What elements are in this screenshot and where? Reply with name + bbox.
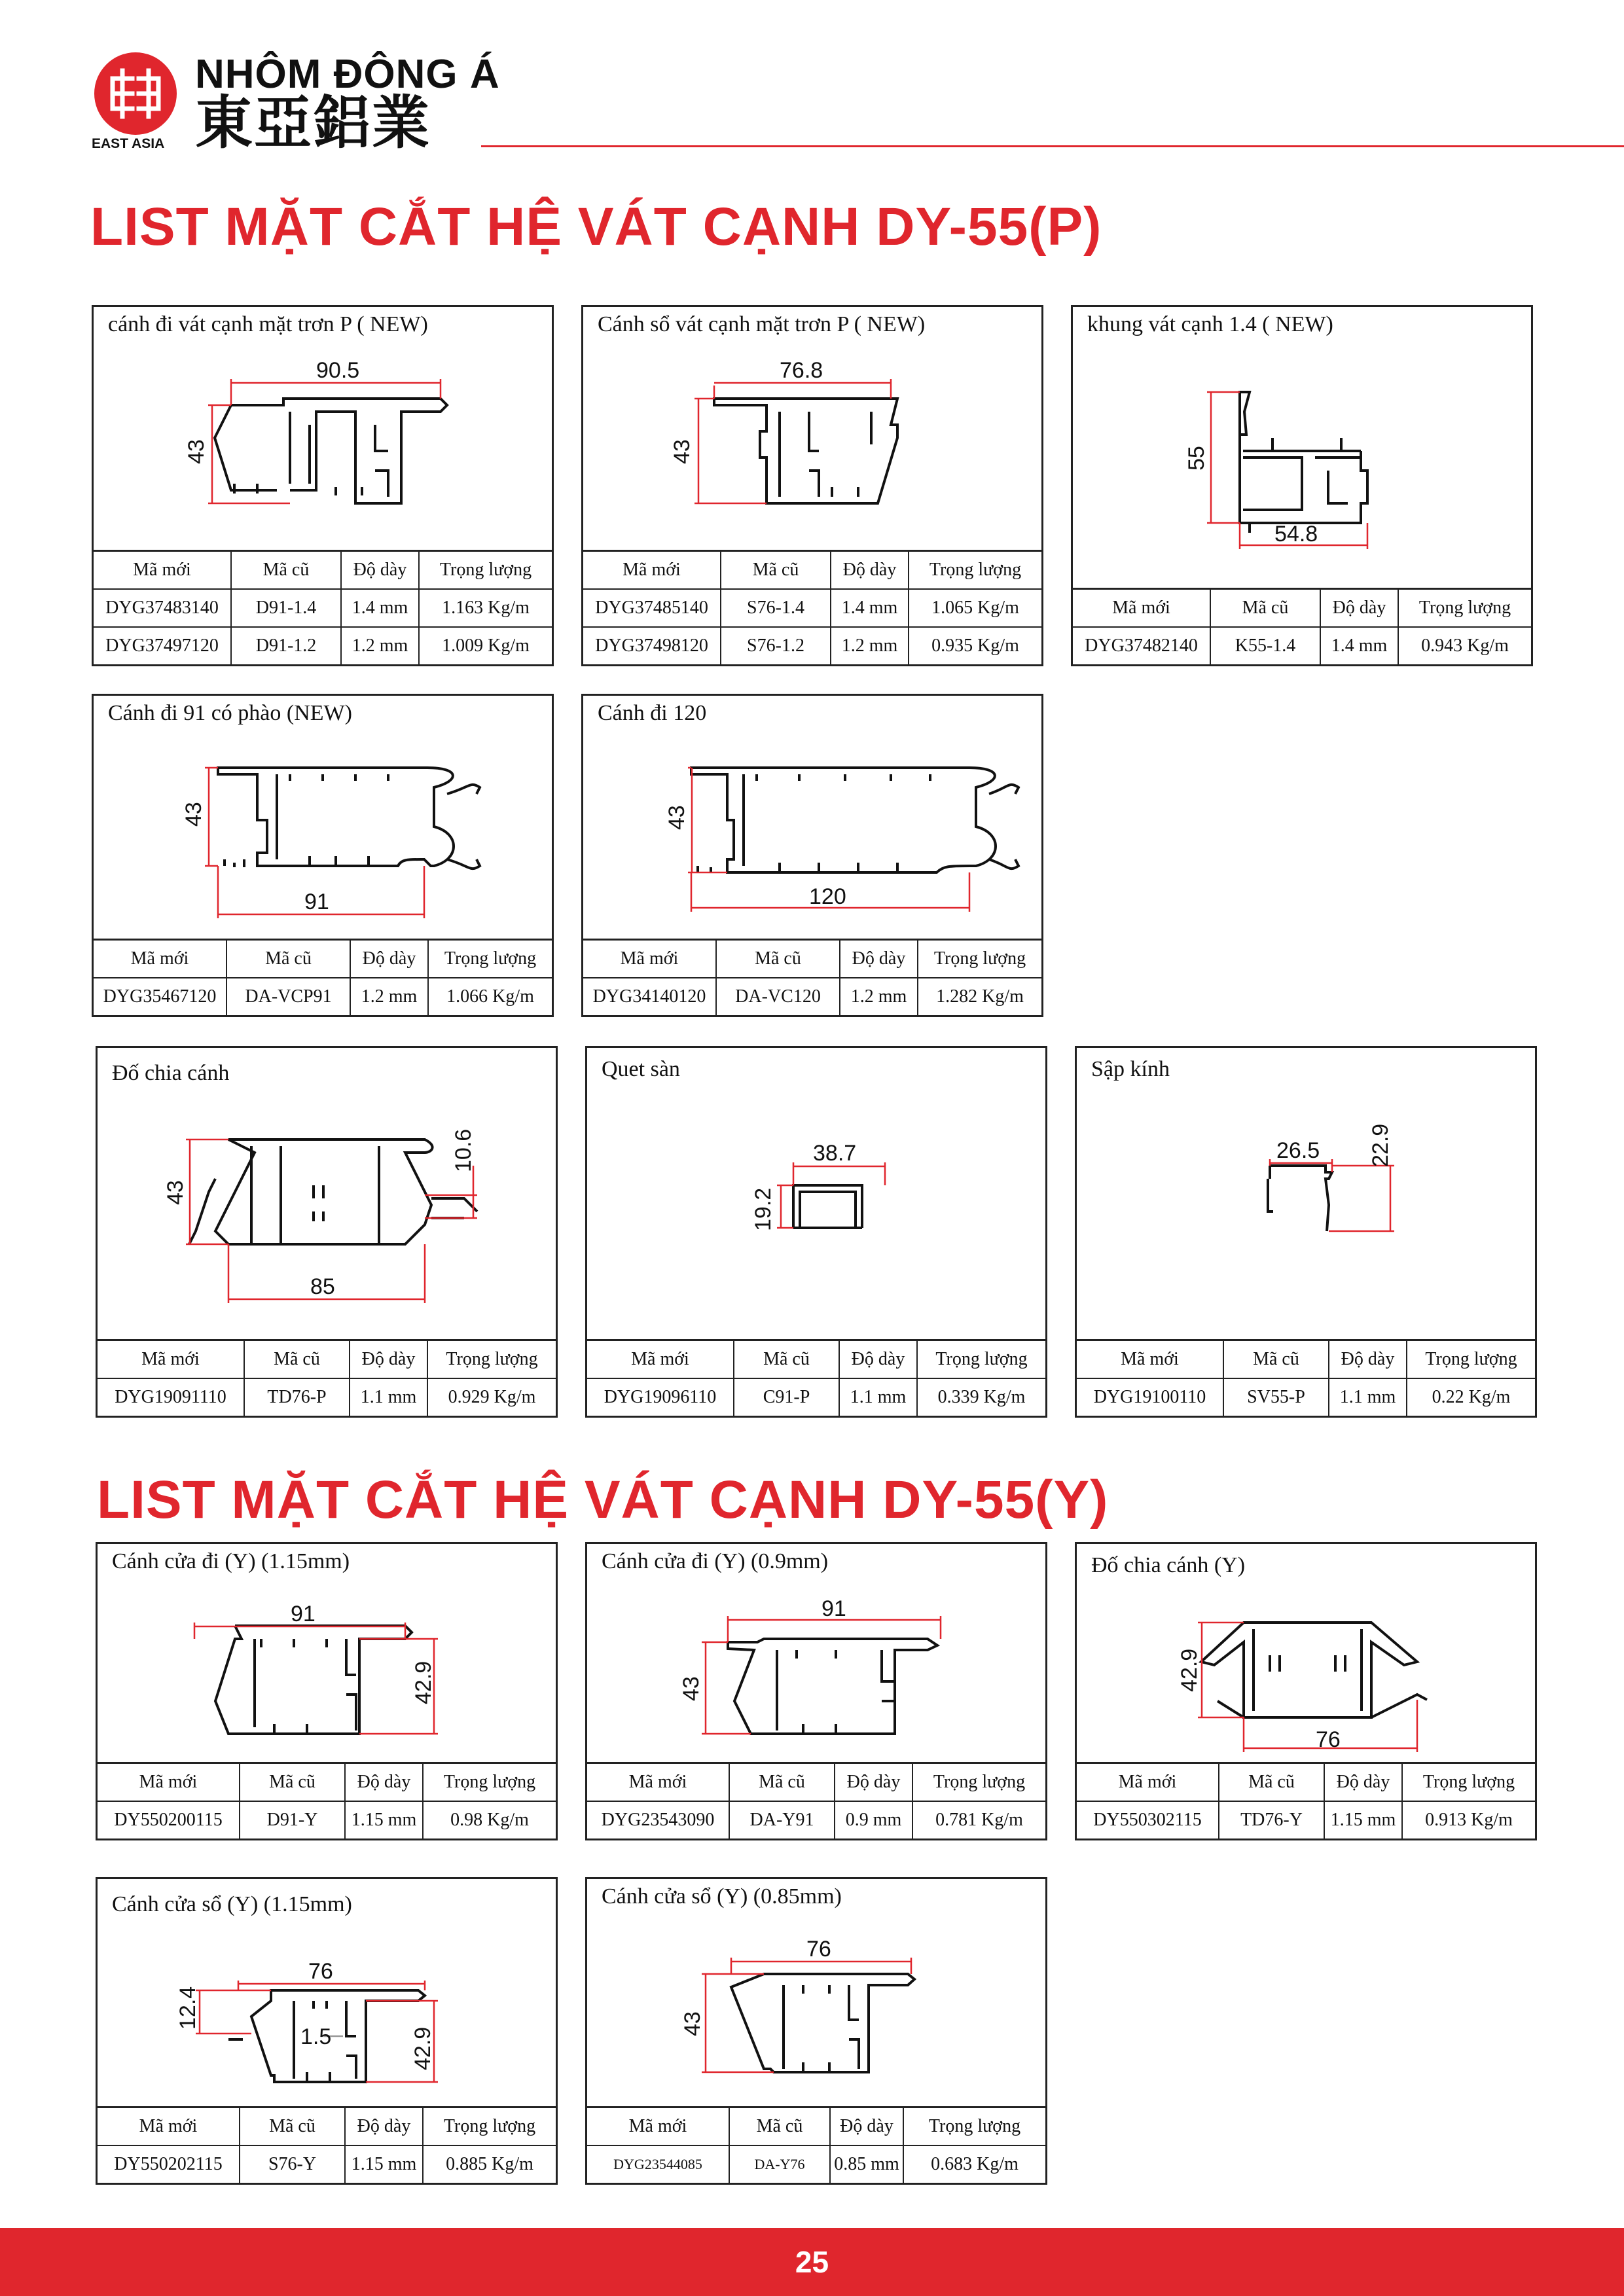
header-ma-cu: Mã cũ <box>716 940 840 978</box>
cell-new-code: DYG19100110 <box>1077 1378 1223 1416</box>
profile-drawing <box>98 1879 560 2115</box>
dimension-label: 43 <box>184 439 209 464</box>
table-header-row <box>583 940 1041 978</box>
cell-old-code: TD76-P <box>244 1378 350 1416</box>
cell-old-code: DA-Y91 <box>729 1801 835 1839</box>
header-ma-cu: Mã cũ <box>1210 589 1320 628</box>
profile-drawing <box>583 307 1045 556</box>
cell-thickness: 1.1 mm <box>839 1378 917 1416</box>
table-row <box>98 1378 556 1416</box>
profile-title: Cánh cửa sổ (Y) (0.85mm) <box>602 1884 842 1909</box>
cell-old-code: K55-1.4 <box>1210 627 1320 664</box>
header-ma-moi: Mã mới <box>587 1763 729 1802</box>
profile-drawing <box>94 307 556 556</box>
cell-old-code: D91-1.4 <box>231 589 341 627</box>
profile-drawing <box>1077 1048 1539 1342</box>
profile-drawing <box>94 696 556 944</box>
header-trong-luong: Trọng lượng <box>428 940 552 978</box>
header-ma-moi: Mã mới <box>587 2108 729 2146</box>
header-ma-cu: Mã cũ <box>729 1763 835 1802</box>
profile-title: Quet sàn <box>602 1057 680 1081</box>
dimension-label: 91 <box>821 1596 846 1621</box>
header-ma-cu: Mã cũ <box>226 940 350 978</box>
cell-new-code: DYG35467120 <box>94 978 226 1015</box>
header-do-day: Độ dày <box>831 551 909 590</box>
table-header-row <box>583 551 1041 590</box>
profile-card <box>96 1542 558 1840</box>
cell-weight: 0.683 Kg/m <box>903 2145 1045 2183</box>
spec-table <box>94 939 552 1015</box>
profile-title: Đố chia cánh <box>112 1061 230 1085</box>
brand-name-vietnamese: NHÔM ĐÔNG Á <box>195 52 500 97</box>
header-ma-moi: Mã mới <box>583 551 721 590</box>
cell-thickness: 1.15 mm <box>345 2145 423 2183</box>
cell-weight: 0.935 Kg/m <box>909 627 1041 664</box>
header-trong-luong: Trọng lượng <box>1407 1340 1535 1379</box>
header-ma-cu: Mã cũ <box>240 2108 345 2146</box>
header-ma-moi: Mã mới <box>98 2108 240 2146</box>
cell-thickness: 0.85 mm <box>830 2145 903 2183</box>
cell-new-code: DY550302115 <box>1077 1801 1219 1839</box>
profile-card <box>585 1542 1047 1840</box>
table-row <box>94 978 552 1015</box>
header-do-day: Độ dày <box>840 940 918 978</box>
cell-old-code: C91-P <box>734 1378 839 1416</box>
header-do-day: Độ dày <box>1324 1763 1402 1802</box>
header-ma-moi: Mã mới <box>98 1763 240 1802</box>
header-do-day: Độ dày <box>341 551 419 590</box>
cell-old-code: DA-VCP91 <box>226 978 350 1015</box>
profile-drawing <box>587 1048 1049 1342</box>
cell-old-code: D91-Y <box>240 1801 345 1839</box>
spec-table <box>1077 1339 1535 1416</box>
cell-new-code: DYG19096110 <box>587 1378 734 1416</box>
cell-new-code: DY550200115 <box>98 1801 240 1839</box>
spec-table <box>98 1762 556 1839</box>
header-trong-luong: Trọng lượng <box>909 551 1041 590</box>
cell-thickness: 1.1 mm <box>350 1378 427 1416</box>
profile-card <box>585 1877 1047 2185</box>
profile-title: Sập kính <box>1091 1057 1170 1081</box>
dimension-label: 22.9 <box>1368 1123 1393 1167</box>
page-number: 25 <box>795 2245 829 2279</box>
header-do-day: Độ dày <box>1329 1340 1407 1379</box>
cell-old-code: DA-VC120 <box>716 978 840 1015</box>
cell-thickness: 1.2 mm <box>840 978 918 1015</box>
header-do-day: Độ dày <box>350 940 428 978</box>
profile-card <box>1071 305 1533 666</box>
header-ma-cu: Mã cũ <box>1219 1763 1324 1802</box>
dimension-label: 43 <box>163 1180 188 1205</box>
dimension-label: 12.4 <box>175 1986 200 2030</box>
header-ma-moi: Mã mới <box>587 1340 734 1379</box>
dimension-label: 120 <box>809 884 846 909</box>
cell-thickness: 1.15 mm <box>1324 1801 1402 1839</box>
cell-old-code: S76-Y <box>240 2145 345 2183</box>
header-trong-luong: Trọng lượng <box>917 1340 1045 1379</box>
profile-card <box>581 305 1043 666</box>
cell-new-code: DYG37498120 <box>583 627 721 664</box>
profile-card <box>581 694 1043 1017</box>
header-ma-moi: Mã mới <box>583 940 716 978</box>
cell-weight: 1.066 Kg/m <box>428 978 552 1015</box>
header-do-day: Độ dày <box>830 2108 903 2146</box>
profile-card <box>1075 1046 1537 1418</box>
table-row <box>98 1801 556 1839</box>
profile-card <box>585 1046 1047 1418</box>
profile-card <box>96 1877 558 2185</box>
table-row <box>1073 627 1531 664</box>
header-trong-luong: Trọng lượng <box>427 1340 556 1379</box>
profile-drawing <box>1073 307 1535 582</box>
spec-table <box>1077 1762 1535 1839</box>
header-ma-cu: Mã cũ <box>729 2108 830 2146</box>
profile-title: Cánh đi 120 <box>598 701 707 725</box>
header-do-day: Độ dày <box>345 2108 423 2146</box>
header-ma-cu: Mã cũ <box>721 551 831 590</box>
table-row <box>587 2145 1045 2183</box>
spec-table <box>587 1339 1045 1416</box>
section-title-dy55p: LIST MẶT CẮT HỆ VÁT CẠNH DY-55(P) <box>90 197 1102 257</box>
cell-thickness: 0.9 mm <box>835 1801 912 1839</box>
profile-title: Đố chia cánh (Y) <box>1091 1553 1246 1577</box>
header-do-day: Độ dày <box>839 1340 917 1379</box>
profile-drawing <box>587 1879 1049 2115</box>
cell-new-code: DYG19091110 <box>98 1378 244 1416</box>
cell-new-code: DYG23543090 <box>587 1801 729 1839</box>
table-header-row <box>1073 589 1531 628</box>
table-header-row <box>587 1763 1045 1802</box>
cell-new-code: DYG23544085 <box>587 2145 729 2183</box>
header-do-day: Độ dày <box>835 1763 912 1802</box>
header-ma-cu: Mã cũ <box>1223 1340 1329 1379</box>
dimension-label: 43 <box>680 2011 705 2036</box>
brand-name-chinese: 東亞鋁業 <box>195 89 431 156</box>
spec-table <box>587 2106 1045 2183</box>
dimension-label: 91 <box>291 1602 316 1626</box>
spec-table <box>98 2106 556 2183</box>
cell-new-code: DYG34140120 <box>583 978 716 1015</box>
dimension-label: 76 <box>1316 1727 1341 1752</box>
table-header-row <box>1077 1340 1535 1379</box>
cell-thickness: 1.15 mm <box>345 1801 423 1839</box>
table-header-row <box>98 1763 556 1802</box>
table-row <box>583 627 1041 664</box>
header-do-day: Độ dày <box>350 1340 427 1379</box>
profile-card <box>92 305 554 666</box>
table-header-row <box>94 551 552 590</box>
dimension-label: 10.6 <box>451 1128 476 1172</box>
dimension-label: 76 <box>806 1937 831 1962</box>
profile-title: Cánh sổ vát cạnh mặt trơn P ( NEW) <box>598 312 926 336</box>
dimension-label: 43 <box>664 805 689 830</box>
cell-weight: 0.339 Kg/m <box>917 1378 1045 1416</box>
cell-weight: 1.163 Kg/m <box>419 589 552 627</box>
profile-title: Cánh cửa sổ (Y) (1.15mm) <box>112 1892 352 1916</box>
cell-thickness: 1.4 mm <box>341 589 419 627</box>
spec-table <box>98 1339 556 1416</box>
profile-title: Cánh cửa đi (Y) (1.15mm) <box>112 1549 350 1573</box>
east-asia-logo-icon <box>93 51 178 136</box>
dimension-label: 43 <box>181 802 206 827</box>
dimension-label: 19.2 <box>751 1187 776 1231</box>
cell-old-code: S76-1.2 <box>721 627 831 664</box>
table-header-row <box>94 940 552 978</box>
profile-title: cánh đi vát cạnh mặt trơn P ( NEW) <box>108 312 428 336</box>
table-row <box>587 1801 1045 1839</box>
profile-drawing <box>98 1048 560 1342</box>
header-ma-cu: Mã cũ <box>231 551 341 590</box>
dimension-label: 42.9 <box>1177 1648 1202 1692</box>
header-trong-luong: Trọng lượng <box>918 940 1041 978</box>
dimension-label: 76.8 <box>780 358 823 383</box>
cell-old-code: D91-1.2 <box>231 627 341 664</box>
dimension-label: 1.5 <box>300 2024 332 2049</box>
header-ma-moi: Mã mới <box>94 551 231 590</box>
dimension-label: 26.5 <box>1276 1138 1320 1163</box>
spec-table <box>583 550 1041 664</box>
cell-weight: 0.929 Kg/m <box>427 1378 556 1416</box>
header-trong-luong: Trọng lượng <box>423 1763 556 1802</box>
cell-weight: 1.065 Kg/m <box>909 589 1041 627</box>
dimension-label: 43 <box>670 439 695 464</box>
cell-thickness: 1.4 mm <box>1320 627 1398 664</box>
table-header-row <box>587 1340 1045 1379</box>
profile-card <box>1075 1542 1537 1840</box>
cell-weight: 0.98 Kg/m <box>423 1801 556 1839</box>
profile-drawing <box>583 696 1045 944</box>
table-row <box>94 627 552 664</box>
cell-old-code: SV55-P <box>1223 1378 1329 1416</box>
header-trong-luong: Trọng lượng <box>912 1763 1045 1802</box>
dimension-label: 85 <box>310 1274 335 1299</box>
table-row <box>587 1378 1045 1416</box>
dimension-label: 91 <box>304 889 329 914</box>
cell-thickness: 1.1 mm <box>1329 1378 1407 1416</box>
cell-weight: 0.22 Kg/m <box>1407 1378 1535 1416</box>
cell-new-code: DYG37485140 <box>583 589 721 627</box>
header-ma-cu: Mã cũ <box>240 1763 345 1802</box>
profile-card <box>96 1046 558 1418</box>
cell-thickness: 1.2 mm <box>350 978 428 1015</box>
header-divider <box>481 145 1624 147</box>
table-header-row <box>1077 1763 1535 1802</box>
header-ma-moi: Mã mới <box>1073 589 1210 628</box>
cell-new-code: DYG37483140 <box>94 589 231 627</box>
header-ma-moi: Mã mới <box>98 1340 244 1379</box>
dimension-label: 76 <box>308 1959 333 1984</box>
cell-thickness: 1.2 mm <box>831 627 909 664</box>
profile-title: khung vát cạnh 1.4 ( NEW) <box>1087 312 1333 336</box>
profile-drawing <box>98 1544 560 1767</box>
spec-table <box>1073 588 1531 664</box>
dimension-label: 54.8 <box>1274 522 1318 547</box>
header-trong-luong: Trọng lượng <box>423 2108 556 2146</box>
table-row <box>583 978 1041 1015</box>
table-header-row <box>587 2108 1045 2146</box>
profile-card <box>92 694 554 1017</box>
header-ma-cu: Mã cũ <box>244 1340 350 1379</box>
header-trong-luong: Trọng lượng <box>1398 589 1531 628</box>
profile-title: Cánh cửa đi (Y) (0.9mm) <box>602 1549 829 1573</box>
header-ma-cu: Mã cũ <box>734 1340 839 1379</box>
cell-old-code: TD76-Y <box>1219 1801 1324 1839</box>
cell-thickness: 1.2 mm <box>341 627 419 664</box>
dimension-label: 42.9 <box>411 1660 436 1704</box>
spec-table <box>587 1762 1045 1839</box>
dimension-label: 38.7 <box>813 1141 857 1166</box>
table-row <box>94 589 552 627</box>
header-trong-luong: Trọng lượng <box>1402 1763 1535 1802</box>
dimension-label: 42.9 <box>410 2026 435 2070</box>
cell-new-code: DYG37482140 <box>1073 627 1210 664</box>
cell-weight: 1.282 Kg/m <box>918 978 1041 1015</box>
cell-weight: 0.943 Kg/m <box>1398 627 1531 664</box>
cell-weight: 1.009 Kg/m <box>419 627 552 664</box>
table-header-row <box>98 1340 556 1379</box>
profile-drawing <box>1077 1544 1539 1767</box>
dimension-label: 90.5 <box>316 358 360 383</box>
header-do-day: Độ dày <box>345 1763 423 1802</box>
dimension-label: 43 <box>679 1676 704 1701</box>
table-row <box>1077 1801 1535 1839</box>
header-ma-moi: Mã mới <box>94 940 226 978</box>
cell-weight: 0.781 Kg/m <box>912 1801 1045 1839</box>
table-row <box>583 589 1041 627</box>
profile-title: Cánh đi 91 có phào (NEW) <box>108 701 352 725</box>
section-title-dy55y: LIST MẶT CẮT HỆ VÁT CẠNH DY-55(Y) <box>97 1470 1109 1530</box>
header-do-day: Độ dày <box>1320 589 1398 628</box>
header-ma-moi: Mã mới <box>1077 1340 1223 1379</box>
profile-drawing <box>587 1544 1049 1767</box>
cell-old-code: S76-1.4 <box>721 589 831 627</box>
table-row <box>98 2145 556 2183</box>
brand-name-english: EAST ASIA <box>92 136 165 151</box>
spec-table <box>94 550 552 664</box>
table-header-row <box>98 2108 556 2146</box>
cell-old-code: DA-Y76 <box>729 2145 830 2183</box>
spec-table <box>583 939 1041 1015</box>
dimension-label: 55 <box>1184 446 1209 471</box>
header-trong-luong: Trọng lượng <box>903 2108 1045 2146</box>
table-row <box>1077 1378 1535 1416</box>
cell-thickness: 1.4 mm <box>831 589 909 627</box>
header-trong-luong: Trọng lượng <box>419 551 552 590</box>
cell-new-code: DY550202115 <box>98 2145 240 2183</box>
cell-weight: 0.885 Kg/m <box>423 2145 556 2183</box>
cell-weight: 0.913 Kg/m <box>1402 1801 1535 1839</box>
header-ma-moi: Mã mới <box>1077 1763 1219 1802</box>
cell-new-code: DYG37497120 <box>94 627 231 664</box>
